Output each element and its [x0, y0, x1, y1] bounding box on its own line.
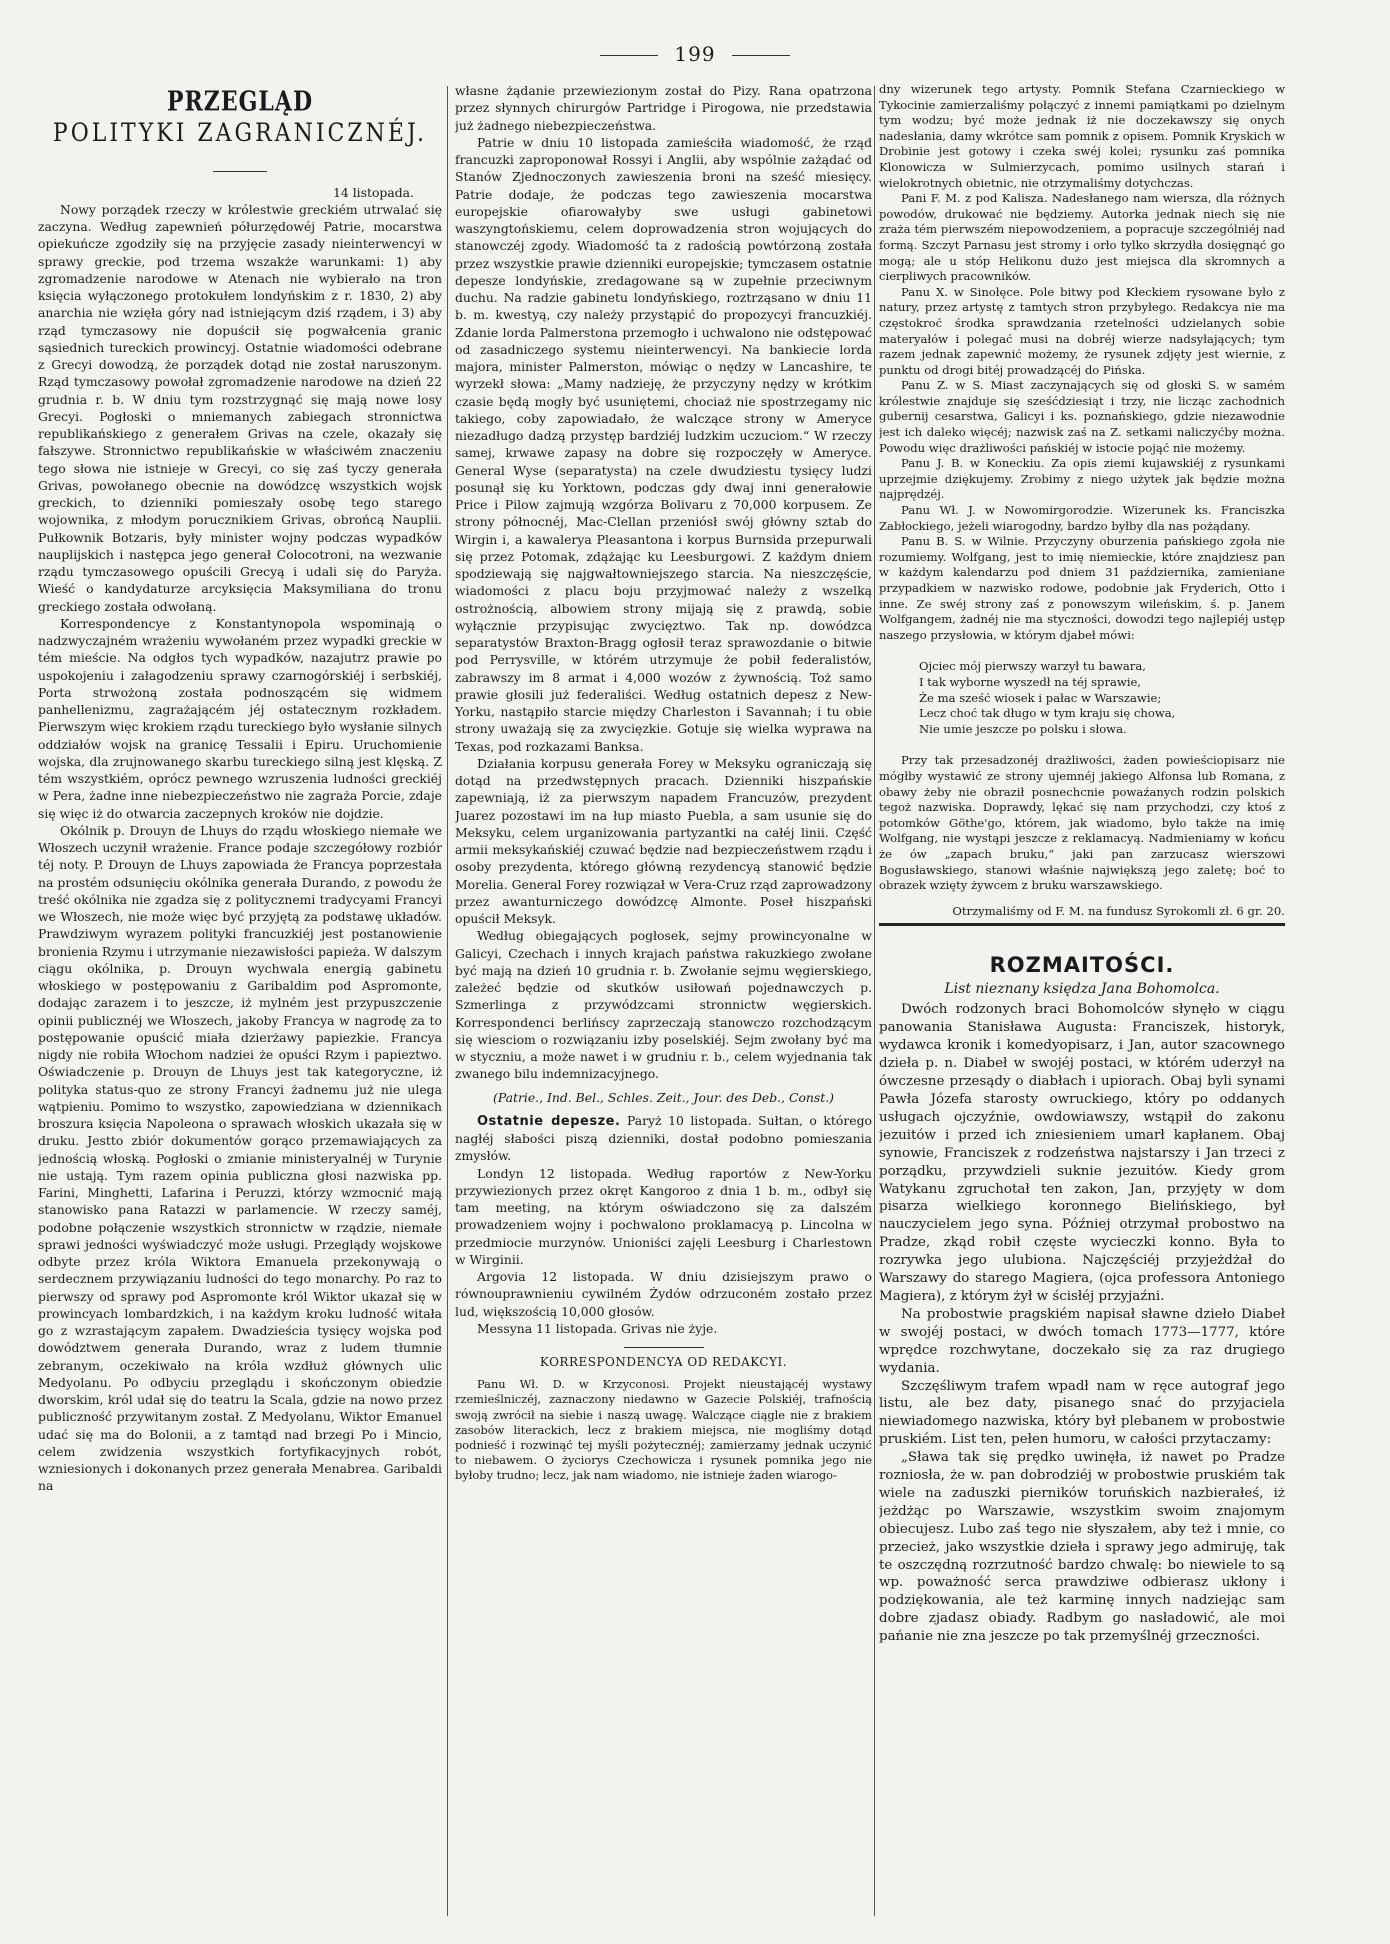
rozmaitosci-subheading: List nieznany księdza Jana Bohomolca.	[944, 980, 1220, 997]
section-divider	[879, 923, 1285, 926]
page-number: 199	[674, 42, 716, 66]
article-paragraph: Działania korpusu generała Forey w Meksyku ograniczają się dotąd na przedwstępnych pracach. Dzienniki hiszpańskie zapewniają, iż za pierwszym napadem Francuzów, prezydent Juarez pozostawi im na łup miasto Puebla, a sam usunie się do Meksyku, celem urganizowania partyzantki na całéj linii. Część armii meksykańskiéj czuwać będzie nad bezpieczeństwem rządu i osoby prezydenta, którego główną rezydencyą stanowić będzie Morelia. General Forey rozwiązał w Vera-Cruz rząd zaprowadzony przez awanturniczego dowódzcę Almonte. Poseł hiszpański opuścił Meksyk.	[455, 755, 872, 926]
article-paragraph: własne żądanie przewiezionym został do Pizy. Rana opatrzona przez słynnych chirurgów Partridge i Pirogowa, nie przedstawia już żadnego niebezpieczeństwa.	[455, 83, 872, 133]
article-paragraph: Na probostwie pragskiém napisał sławne dzieło Diabeł w swojéj postaci, w dwóch tomach 1773—1777, które wprędce rozchwytane, doczekało się za raz drugiego wydania.	[879, 1306, 1285, 1376]
correspondence-rule	[624, 1347, 704, 1348]
article-paragraph: Szczęśliwym trafem wpadł nam w ręce autograf jego listu, ale bez daty, pisanego snać do przyjaciela niewiadomego nazwiska, który był plebanem w probostwie pruskiém. List ten, pełen humoru, w całości przytaczamy:	[879, 1378, 1285, 1448]
article-paragraph: Korrespondencye z Konstantynopola wspominają o nadzwyczajném wrażeniu wywołaném przez wypadki greckie w tém mieście. Na odgłos tych wypadków, nazajutrz prawie po uspokojeniu i załagodzeniu sprawy czarnogórskiéj i serbskiéj, Porta strwożoną została podnoszącém się widmem panhellenizmu, zagrażającém jéj ostatecznym rozkładem. Pierwszym więc krokiem rządu tureckiego było wysłanie silnych oddziałów wojsk na granicę Tessalii i Epiru. Uruchomienie wojska, dla zrujnowanego skarbu tureckiego silną jest klęską. Z tém wszystkiém, oprócz pewnego wzruszenia ludności greckiéj w Pera, żadne inne niebezpieczeństwo nie zagraża Porcie, zdaje się więc iż do otwarcia zaczepnych kroków nie dojdzie.	[38, 615, 442, 821]
rozmaitosci-heading: ROZMAITOŚCI.	[989, 953, 1175, 978]
section-subtitle: POLITYKI ZAGRANICZNÉJ.	[52, 119, 428, 149]
right-rule	[732, 55, 790, 56]
poem-line: Nie umie jeszcze po polsku i słowa.	[919, 721, 1127, 736]
article-paragraph: Dwóch rodzonych braci Bohomolców słynęło w ciągu panowania Stanisława Augusta: Franciszek, historyk, wydawca kronik i komedyopisarz, i Jan, autor szacownego dzieła p. n. Diabeł w swojéj postaci, w którém uderzył na ówczesne przesądy o diabłach i upiorach. Obaj byli synami Pawła Józefa starosty owruckiego, który po oddanych usługach ojczyźnie, owdowiawszy, wstąpił do zakonu jezuitów i przed ich zniesieniem umarł kapłanem. Obaj synowie, Franciszek z rodzeństwa najstarszy i Jan trzeci z porządku, przywdzieli suknie jezuitów. Kiedy grom Watykanu zgruchotał ten zakon, Jan, przyjęty w dom pisarza wielkiego koronnego Bielińskiego, był nauczycielem jego syna. Później otrzymał probostwo na Pradze, zkąd robił częste wycieczki konno. Była to rozrywka jego ulubiona. Najczęściéj przyjeżdżał do Warszawy do starego Magiera, (ojca professora Antoniego Magiera), z którym żył w ścisłéj przyjaźni.	[879, 1002, 1285, 1304]
correspondence-paragraph: Panu B. S. w Wilnie. Przyczyny oburzenia pańskiego zgoła nie rozumiemy. Wolfgang, jest to imię niemieckie, które znajdziesz pan w każdym kalendarzu pod dniem 31 października, zamieniane przypadkiem w nazwisko rodowe, podobnie jak Fryderich, Otto i inne. Ze swéj strony zaś z ponowszym wileńskim, ś. p. Janem Wolfgangem, żadnéj nie ma styczności, dowodzi tego najlepiéj ustęp naszego przysłowia, w którym djabeł mówi:	[879, 534, 1285, 642]
column-divider-1	[447, 86, 448, 1916]
dispatches-heading: Ostatnie depesze.	[477, 1113, 621, 1129]
column-2	[455, 82, 872, 1920]
correspondence-paragraph: Pani F. M. z pod Kalisza. Nadesłanego nam wiersza, dla różnych powodów, drukować nie będziemy. Autorka jednak niech się nie zraża tém pierwszém niepowodzeniem, a popracuje szczególniéj nad formą. Szczyt Parnasu jest stromy i orło tylko skrzydła dosięgnąć go mogą; ale u stóp Helikonu dużo jest miejsca dla skromnych a cierpliwych pracowników.	[879, 191, 1285, 284]
poem-line: Że ma sześć wiosek i pałac w Warszawie;	[919, 690, 1162, 705]
section-title: PRZEGLĄD	[166, 85, 314, 119]
left-rule	[600, 55, 658, 56]
correspondence-paragraph: Panu J. B. w Koneckiu. Za opis ziemi kujawskiéj z rysunkami uprzejmie dziękujemy. Zrobimy z niego użytek jak będzie można najprędzéj.	[879, 456, 1285, 502]
page-number-header	[0, 42, 1390, 66]
correspondence-heading: KORRESPONDENCYA OD REDAKCYI.	[539, 1355, 788, 1369]
correspondence-paragraph: Panu Z. w S. Miast zaczynających się od głoski S. w samém królestwie znajduje się sześćdziesiąt i trzy, nie licząc zachodnich gubernij cesarstwa, Galicyi i ks. poznańskiego, gdzie niezawodnie jest ich daleko więcéj; nazwisk zaś na Z. setkami naliczyćby można. Powodu więc drażliwości pańskiéj w istocie pojąć nie możemy.	[879, 378, 1285, 455]
article-paragraph: Według obiegających pogłosek, sejmy prowincyonalne w Galicyi, Czechach i innych krajach państwa rakuzkiego zwołane być mają na dzień 10 grudnia r. b. Zwołanie sejmu węgierskiego, zależeć będzie od skutków usiłowań pojednawczych p. Szmerlinga z przywódzcami stronnictw węgierskich. Korrespondenci berlińscy zaprzeczają stanowczo rozchodzącym się wiesciom o rozwiązaniu izby poselskiéj. Sejm zwołany być ma w styczniu, a może nawet i w grudniu r. b., celem wyjednania tak zwanego bilu indemnizacyjnego.	[455, 928, 872, 1082]
fund-notice: Otrzymaliśmy od F. M. na fundusz Syrokomli zł. 6 gr. 20.	[952, 903, 1285, 918]
correspondence-paragraph: Panu X. w Sinołęce. Pole bitwy pod Kłeckiem rysowane było z natury, przez artystę z tamtych stron przybyłego. Redakcya nie ma częstokroć środka sprawdzania rzetelności udzielanych sobie materyałów i polegać musi na dobréj wierze nadsyłających; tym razem jednak zapewnić możemy, że rysunek zdjęty jest wiernie, z punktu od drogi bitéj prowadzącéj do Pińska.	[879, 284, 1285, 377]
correspondence-paragraph: Panu Wł. J. w Nowomirgorodzie. Wizerunek ks. Franciszka Zabłockiego, jeżeli wiarogodny, bardzo byłby dla nas pożądany.	[879, 503, 1285, 533]
poem-line: Lecz choć tak długo w tym kraju się chowa,	[919, 706, 1176, 721]
dispatch-item: Londyn 12 listopada. Według raportów z New-Yorku przywiezionych przez okręt Kangoroo z dnia 1 b. m., odbył się tam meeting, na którym oświadczono się za dalszém prowadzeniem wojny i pochwalono proklamacyą p. Lincolna w przedmiocie murzynów. Unioniści zajęli Leesburg i Charlestown w Wirginii.	[455, 1165, 872, 1267]
correspondence-text: Panu Wł. D. w Krzyconosi. Projekt nieustającéj wystawy rzemieślniczéj, zaznaczony niedawno w Gazecie Polskiéj, trafnością swoją zwrócił na siebie i naszą uwagę. Walczące ciągle nie z brakiem zasobów literackich, lecz z brakiem miejsca, nie mogliśmy dotąd podnieść i rozwinąć tej myśli pożytecznéj; zamierzamy jednak uczynić to niebawem. O życiorys Czechowicza i rysunek pomnika jego nie byłoby trudno; lecz, jak nam wiadomo, nie istnieje żaden wiarogo-	[455, 1377, 872, 1483]
dispatch-item: Argovia 12 listopada. W dniu dzisiejszym prawo o równouprawnieniu cywilném Żydów odrzuconém zostało przez lud, większością 10,000 głosów.	[455, 1269, 872, 1319]
dispatch-item	[455, 1112, 872, 1165]
article-paragraph: Patrie w dniu 10 listopada zamieściła wiadomość, że rząd francuzki zaproponował Rossyi i Anglii, aby wspólnie zażądać od Stanów Zjednoczonych zawieszenia broni na sześć miesięcy. Patrie dodaje, że podczas tego zawieszenia mocarstwa europejskie ofiarowałyby swe usługi gabinetowi waszyngtońskiemu, celem doprowadzenia stron wojujących do stanowczéj zgody. Wiadomość ta z radością powtórzoną została przez wszystkie prawie dzienniki europejskie; tymczasem ostatnie depesze londyńskie, zredagowane są w zupełnie przeciwnym duchu. Na radzie gabinetu londyńskiego, roztrząsano w dniu 11 b. m. kwestyą, czy należy przystąpić do propozycyi francuzkiéj. Zdanie lorda Palmerstona przemogło i uchwalono nie odstępować od zasadniczego systemu nieinterwencyi. Na bankiecie lorda majora, minister Palmerston, mówiąc o nędzy w Lancashire, te wyrzekł słowa: „Mamy nadzieję, że przyczyny nędzy w krótkim czasie będą mogły być usuniętemi, chociaż nie spostrzegamy nic takiego, coby zapowiadało, że walczące strony w Ameryce niezadługo dadzą przystęp bardziéj ludzkim uczuciom.“ W rzeczy samej, krwawe zapasy na dobre się rozpoczęły w Ameryce. General Wyse (separatysta) na czele dwudziestu tysięcy ludzi posunął się ku Yorktown, podczas gdy dwaj inni generałowie Price i Pilow zajmują wzgórza Bolivaru z 70,000 korpusem. Ze strony północnéj, Mac-Clellan przeniósł swój główny sztab do Wirgin i, a kawalerya Pleasantona i korpus Burnsida przepurwali się przez Potomak, zdążając ku Leesburgowi. Z każdym dniem spodziewają się najgwałtowniejszego starcia. Na nieszczęście, wiadomości z placu boju przyjmować należy z wszelką ostrożnością, albowiem strony mijają się z prawdą, sobie wyłącznie przypisując zwycięztwo. Tak np. dowódzca separatystów Braxton-Bragg ogłosił teraz sprawozdanie o bitwie pod Perrysville, w którém utrzymuje że pobił federalistów, zabrawszy im 8 armat i 4,000 wozów z żywnością. Toż samo prawie głosili już federaliści. Według ostatnich depesz z New-Yorku, nastąpiło starcie między Charleston i Savannah; i tu obie strony uważają się za zwycięzkie. Gotuje się wielka wyprawa na Texas, pod rozkazami Banksa.	[455, 134, 872, 754]
title-rule	[213, 171, 267, 172]
article-paragraph: „Sława tak się prędko uwinęła, iż nawet po Pradze rozniosła, że w. pan dobrodziéj w probostwie pruskiém tak wiele na zaduszki pierników toruńskich nazbierałeś, iż jeżdżąc po Warszawie, wszystkim swoim znajomym obiecujesz. Lubo zaś tego nie słyszałem, aby też i mnie, co przecież, jako wszystkie dzieła i sprawy jego admiruję, tak te oszczędną rozrzutność bardzo chwalę: bo niewiele to są wp. poważność serca prawdziwe odbierasz ukłony i podziękowania, ale też karminę innych nadziejąc sam dobre zjadasz obiady. Radbym go nasładowić, ale moi pańanie nie zna jeszcze po tak przemyślnéj grzeczności.	[879, 1450, 1285, 1645]
dateline: 14 listopada.	[332, 184, 414, 200]
poem	[919, 659, 1285, 737]
poem-line: I tak wyborne wyszedł na téj sprawie,	[919, 674, 1142, 689]
dispatch-text: Paryż 10 listopada. Sułtan, o którego nagłéj słabości piszą dzienniki, dostał podobno pomieszania zmysłów.	[455, 1112, 872, 1164]
article-paragraph: Okólnik p. Drouyn de Lhuys do rządu włoskiego niemałe we Włoszech uczynił wrażenie. France podaje szczegółowy rozbiór téj noty. P. Drouyn de Lhuys zapowiada że Francya poprzestała na prostém odsunięciu okólnika generała Durando, z powodu że treść okólnika nie zgadza się z politycznemi tradycyami Francyi we Włoszech, nie może więc być przyjętą za podstawę układów. Prawdziwym wyrazem polityki francuzkiéj jest postanowienie bronienia Rzymu i utrzymanie niezawisłości papieża. W dalszym ciągu okólnika, p. Drouyn wychwala energią gabinetu włoskiego w postępowaniu z Garibaldim pod Aspromonte, dodając zarazem i to jeszcze, iż mylném jest przypuszczenie opinii publicznéj we Włoszech, jakoby Francya w nagrodę za to postępowanie opuścić miała dzierżawy papiezkie. Francya nigdy nie robiła Włochom nadziei że opuści Rzym i papieztwo. Oświadczenie p. Drouyn de Lhuys jest tak kategoryczne, iż polityka status-quo ze strony Francyi żadnemu już nie ulega wątpieniu. Pomimo to wszystko, zapowiedziana w dziennikach broszura księcia Napoleona o sprawach włoskich ukazała się w druku. Jestto zbiór dokumentów gorąco przemawiających za jednością włoską. Pogłoski o zmianie ministeryalnéj w Turynie nie ustają. Tym razem opinia publiczna głosi nazwiska pp. Farini, Minghetti, Lafarina i Peruzzi, którzy wzmocnić mają stanowisko pana Ratazzi w parlamencie. W rzeczy saméj, podobne połączenie wszystkich stronnictw w rządzie, niemałe sprawi jedności wyświadczyć może usługi. Przeglądy wojskowe odbyte przez króla Wiktora Emanuela przekonywają o serdecznem przywiązaniu ludności do tego monarchy. Po raz to pierwszy od sprawy pod Aspromonte król Wiktor ukazał się w prowincyach lombardzkich, i na każdym kroku ludność witała go z wzrastającym zapałem. Dwadzieścia tysięcy wojska pod dowództwem generała Durando, wraz z ludem tłumnie zebranym, oczekiwało na króla wzdłuż głównych ulic Medyolanu. Po odbyciu przeglądu i skończonym obiedzie dworskim, król udał się do teatru la Scala, gdzie na nowo przez publiczność przywitanym został. Z Medyolanu, Wiktor Emanuel udać się ma do Bolonii, a z tamtąd nad brzegi Po i Mincio, celem zwidzenia wszystkich fortyfikacyjnych robót, wzniesionych i dokonanych przez generała Menabrea. Garibaldi na	[38, 822, 442, 1494]
correspondence-paragraph: dny wizerunek tego artysty. Pomnik Stefana Czarnieckiego w Tykocinie zamierzaliśmy połączyć z innemi pamiątkami po dzielnym tym wodzu; być może jednak iż nie doczekawszy się onych nadesłania, damy wkrótce sam pomnik z opisem. Pomnik Kryskich w Drobinie jest gotowy i czeka swéj kolei; rysunku zaś pomnika Klonowicza w Sulmierzycach, pomimo usilnych starań i wielokrotnych obietnic, nie otrzymaliśmy dotychczas.	[879, 82, 1285, 190]
article-paragraph: Nowy porządek rzeczy w królestwie greckiém utrwalać się zaczyna. Według zapewnień półurzędowéj Patrie, mocarstwa opiekuńcze zgodziły się na przyjęcie zasady nieinterwencyi w sprawy greckie, pod trzema wszakże warunkami: 1) aby zgromadzenie narodowe w Atenach nie wybierało na tron księcia wyłączonego protokułem londyńskim z r. 1830, 2) aby anarchia nie wzięła góry nad istniejącym dziś rządem, i 3) aby rząd tymczasowy nie dopuścił się pogwałcenia granic sąsiednich tureckich prowincyj. Ostatnie wiadomości odebrane z Grecyi dowodzą, że porządek dotąd nie został naruszonym. Rząd tymczasowy powołał zgromadzenie narodowe na dzień 22 grudnia r. b. W dniu tym rozstrzygnąć się mają nowe losy Grecyi. Pogłoski o mniemanych zabiegach stronnictwa republikańskiego z generałem Grivas na czele, okazały się fałszywe. Stronnictwo republikańskie w właściwém znaczeniu tego słowa nie istnieje w Grecyi, co się zaś tyczy generała Grivas, powołanego obecnie na dowódzcę wszystkich wojsk greckich, to dzienniki pomieszały osobę tego starego wojownika, z młodym porucznikiem Grivas, obrońcą Nauplii. Pułkownik Botzaris, były minister wojny podczas wypadków nauplijskich i następca jego generał Colocotroni, na wezwanie rządu tymczasowego opuścili Grecyą i udali się do Paryża. Wieść o kandydaturze arcyksięcia Maksymiliana do tronu greckiego została odwołaną.	[38, 201, 442, 614]
poem-line: Ojciec mój pierwszy warzył tu bawara,	[919, 659, 1146, 674]
column-divider-2	[874, 86, 875, 1916]
column-1	[38, 82, 442, 1920]
rozmaitosci-body	[879, 1001, 1285, 1646]
dispatch-item: Messyna 11 listopada. Grivas nie żyje.	[477, 1320, 718, 1336]
correspondence-paragraph: Przy tak przesadzonéj drażliwości, żaden powieściopisarz nie mógłby wystawić ze strony ujemnéj jakiego Alfonsa lub Romana, z obawy żeby nie obraził posnechcnie powaźanych rodzin polskich tegoż nazwiska. Doprawdy, lękać się nam przychodzi, czy ktoś z potomków Göthe'go, którem, jak wiadomo, było także na imię Wolfgang, nie wystąpi jeszcze z reklamacyą. Nadmieniamy w końcu że ów „zapach bruku,“ jaki pan zarzucasz wierszowi Bogusławskiego, stanowi właśnie największą jego zaletę; boć to obrazek wzięty żywcem z bruku warszawskiego.	[879, 753, 1285, 893]
column-3	[879, 82, 1285, 1920]
sources-line: (Patrie., Ind. Bel., Schles. Zeit., Jour. des Deb., Const.)	[492, 1089, 834, 1105]
